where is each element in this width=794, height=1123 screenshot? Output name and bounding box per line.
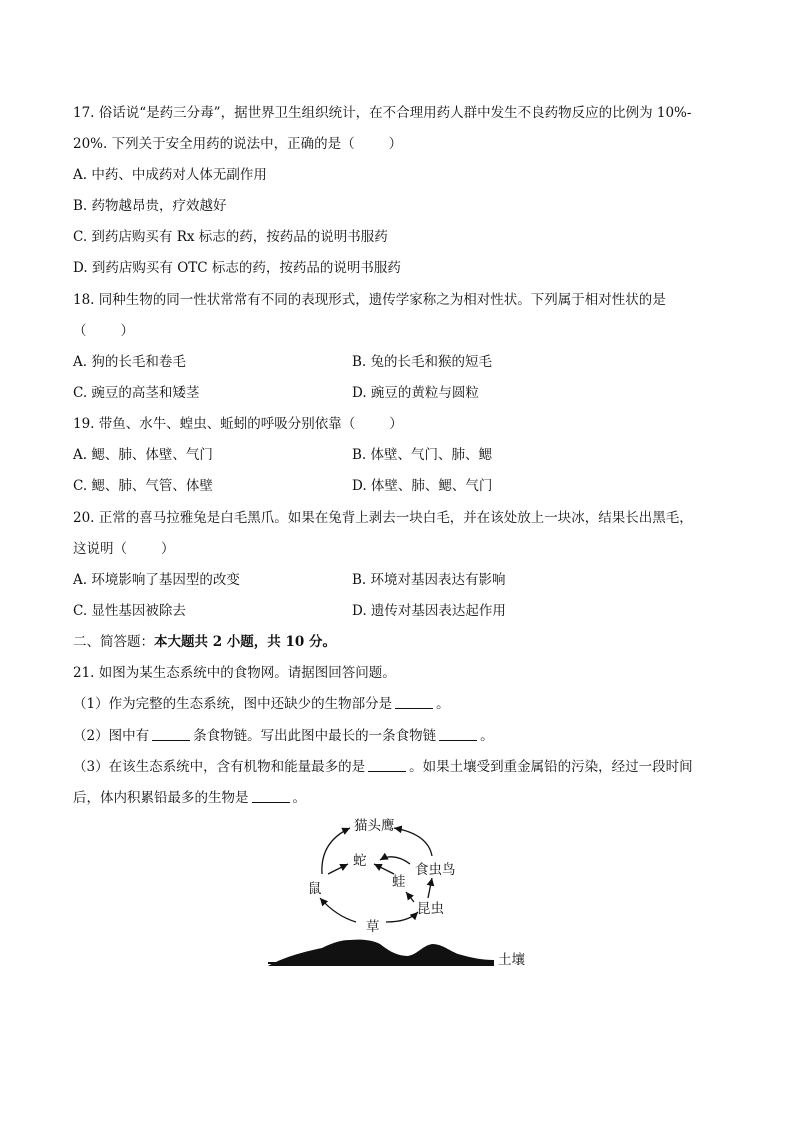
q18-option-d: D. 豌豆的黄粒与圆粒 xyxy=(352,385,479,401)
q21-part2 xyxy=(73,727,494,745)
q18-option-b: B. 兔的长毛和猴的短毛 xyxy=(352,354,493,370)
q20-option-b: B. 环境对基因表达有影响 xyxy=(352,572,506,588)
q21-part1-end: 。 xyxy=(436,696,450,712)
q17-stem-text: 20%. 下列关于安全用药的说法中，正确的是（ xyxy=(73,136,355,152)
arrow-mouse-to-snake xyxy=(328,864,348,874)
arrow-grass-to-insect xyxy=(386,912,418,922)
q17-stem-line1: 17. 俗话说“是药三分毒”，据世界卫生组织统计，在不合理用药人群中发生不良药物反应的比例为 10%- xyxy=(73,105,692,121)
arrow-grass-to-mouse xyxy=(320,898,356,922)
answer-blank xyxy=(152,728,190,741)
arrow-mouse-to-owl xyxy=(322,828,350,874)
q17-option-d: D. 到药店购买有 OTC 标志的药，按药品的说明书服药 xyxy=(73,260,401,276)
q19-stem-text: 19. 带鱼、水牛、蝗虫、蚯蚓的呼吸分别依靠（ xyxy=(73,416,356,432)
q21-part3-line2 xyxy=(73,789,306,807)
q19-option-c: C. 鳃、肺、气管、体壁 xyxy=(73,478,213,494)
answer-blank xyxy=(368,759,406,772)
arrow-insect-to-bird xyxy=(428,878,432,898)
label-soil: 土壤 xyxy=(498,952,525,968)
q17-option-b: B. 药物越昂贵，疗效越好 xyxy=(73,198,227,214)
section-info: 本大题共 2 小题，共 10 分。 xyxy=(154,634,336,650)
section-prefix: 二、简答题： xyxy=(73,634,154,650)
organism-grass: 草 xyxy=(366,919,380,935)
q21-part1-text: （1）作为完整的生态系统，图中还缺少的生物部分是 xyxy=(73,696,393,712)
q20-option-c: C. 显性基因被除去 xyxy=(73,603,186,619)
arrow-insect-to-frog xyxy=(406,892,414,902)
answer-blank xyxy=(395,696,433,709)
q19-stem xyxy=(73,415,403,433)
q21-part3 xyxy=(73,758,693,776)
food-web-diagram xyxy=(262,812,542,978)
q18-paren-close: ） xyxy=(120,323,134,339)
answer-blank xyxy=(439,728,477,741)
q21-part3-text-a: （3）在该生态系统中，含有机物和能量最多的是 xyxy=(73,759,366,775)
q17-stem-line2 xyxy=(73,135,402,153)
q18-option-a: A. 狗的长毛和卷毛 xyxy=(73,354,186,370)
q21-part3-end: 。 xyxy=(292,790,306,806)
arrow-frog-to-snake xyxy=(374,864,394,874)
q19-paren-close: ） xyxy=(389,416,403,432)
q18-paren-open: （ xyxy=(73,323,87,339)
q20-option-a: A. 环境影响了基因型的改变 xyxy=(73,572,240,588)
q20-stem-line1: 20. 正常的喜马拉雅兔是白毛黑爪。如果在兔背上剥去一块白毛，并在该处放上一块冰，结果长出黑毛， xyxy=(73,510,693,526)
q21-part3-text-b: 。如果土壤受到重金属铅的污染，经过一段时间 xyxy=(409,759,693,775)
q17-paren-close: ） xyxy=(388,136,403,152)
q18-stem-line2 xyxy=(73,322,134,340)
organism-insect: 昆虫 xyxy=(417,901,444,917)
section-heading xyxy=(73,633,336,651)
organism-frog: 蛙 xyxy=(392,874,406,890)
q21-part3-text-c: 后，体内积累铅最多的生物是 xyxy=(73,790,249,806)
q18-option-c: C. 豌豆的高茎和矮茎 xyxy=(73,385,200,401)
q18-stem-line1: 18. 同种生物的同一性状常常有不同的表现形式，遗传学家称之为相对性状。下列属于相对性状的是 xyxy=(73,292,666,308)
q17-option-a: A. 中药、中成药对人体无副作用 xyxy=(73,167,267,183)
organism-bird: 食虫鸟 xyxy=(415,862,456,878)
organism-owl: 猫头鹰 xyxy=(354,818,395,834)
q17-option-c: C. 到药店购买有 Rx 标志的药，按药品的说明书服药 xyxy=(73,229,388,245)
q21-part2-text-b: 条食物链。写出此图中最长的一条食物链 xyxy=(193,728,437,744)
q19-option-a: A. 鳃、肺、体壁、气门 xyxy=(73,447,213,463)
answer-blank xyxy=(252,790,290,803)
q19-option-d: D. 体壁、肺、鳃、气门 xyxy=(352,478,493,494)
arrow-bird-to-snake xyxy=(380,857,410,864)
q21-part1 xyxy=(73,695,450,713)
organism-snake: 蛇 xyxy=(353,853,367,869)
q20-option-d: D. 遗传对基因表达起作用 xyxy=(352,603,506,619)
q19-option-b: B. 体壁、气门、肺、鳃 xyxy=(352,447,493,463)
q21-part2-end: 。 xyxy=(480,728,494,744)
q20-paren-close: ） xyxy=(161,541,175,557)
organism-mouse: 鼠 xyxy=(308,881,322,897)
arrow-bird-to-owl xyxy=(394,828,432,856)
q20-stem-line2 xyxy=(73,540,175,558)
q20-stem-text: 这说明（ xyxy=(73,541,127,557)
q21-stem: 21. 如图为某生态系统中的食物网。请据图回答问题。 xyxy=(73,665,396,681)
q21-part2-text-a: （2）图中有 xyxy=(73,728,150,744)
